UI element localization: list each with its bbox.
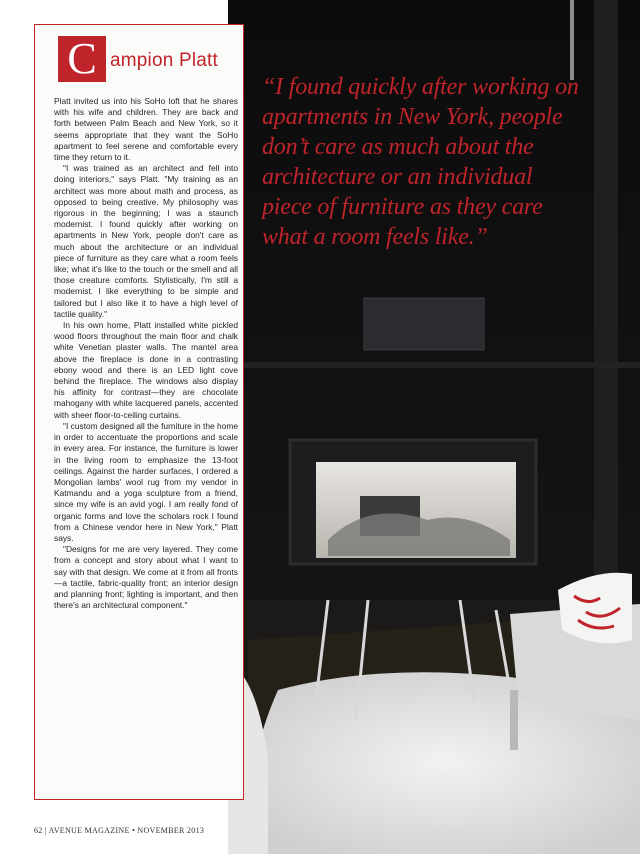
article-paragraph: Platt invited us into his SoHo loft that he shares with his wife and children. They are back and forth between Palm Beach and New York, so it seems appropriate that they want the SoHo apartment to feel serene and comfortable every time they return to it. [54, 96, 238, 163]
article-paragraph: "I was trained as an architect and fell into doing interiors," says Platt. "My training as an architect was more about math and process, as opposed to being creative. My philosophy was rigorous in the beginning; I was a staunch modernist. I found quickly after working on apartments in New York, people don't care as much about the architecture or an individual piece of furniture as they care what a room feels like; what it's like to the touch or the smell and all those creature comforts. Stylistically, I'm still a modernist. I like everything to be simple and tailored but I also like it to have a high level of tactile quality." [54, 163, 238, 319]
article-paragraph: "I custom designed all the furniture in the home in order to accentuate the proportions and scale in every area. For instance, the furniture is lower in the living room to emphasize the 13-foot ceilings. Against the harder surfaces, I ordered a Mongolian lambs' wool rug from my vendor in Katmandu and a yoga sculpture from a friend, since my wife is an avid yogi. I am really fond of organic forms and love the scholars rock I found from a Chinese vendor here in New York," Platt says. [54, 420, 238, 543]
article-body [54, 96, 238, 611]
pull-quote: “I found quickly after working on apartments in New York, people don’t care as much about the architecture or an individual piece of furniture as they care what a room feels like.” [262, 74, 579, 250]
title-text: ampion Platt [110, 50, 219, 71]
article-paragraph: In his own home, Platt installed white pickled wood floors throughout the main floor and chalk white Venetian plaster walls. The mantel area above the fireplace is done in a contrasting ebony wood and there is an LED light cove behind the fireplace. The windows also display his affinity for contrast—they are chocolate mahogany with white lacquered panels, accented with sheer floor-to-ceiling curtains. [54, 320, 238, 420]
article-paragraph: "Designs for me are very layered. They come from a concept and story about what I want to say with that design. We come at it from all fronts—a tactile, fabric-quality front; an interior design and planning front; lighting is important, and then there's an architectural component." [54, 544, 238, 611]
page-footer: 62 | AVENUE MAGAZINE • NOVEMBER 2013 [34, 826, 205, 835]
title-initial-drop-cap: C [58, 36, 106, 82]
article-title [58, 36, 218, 82]
